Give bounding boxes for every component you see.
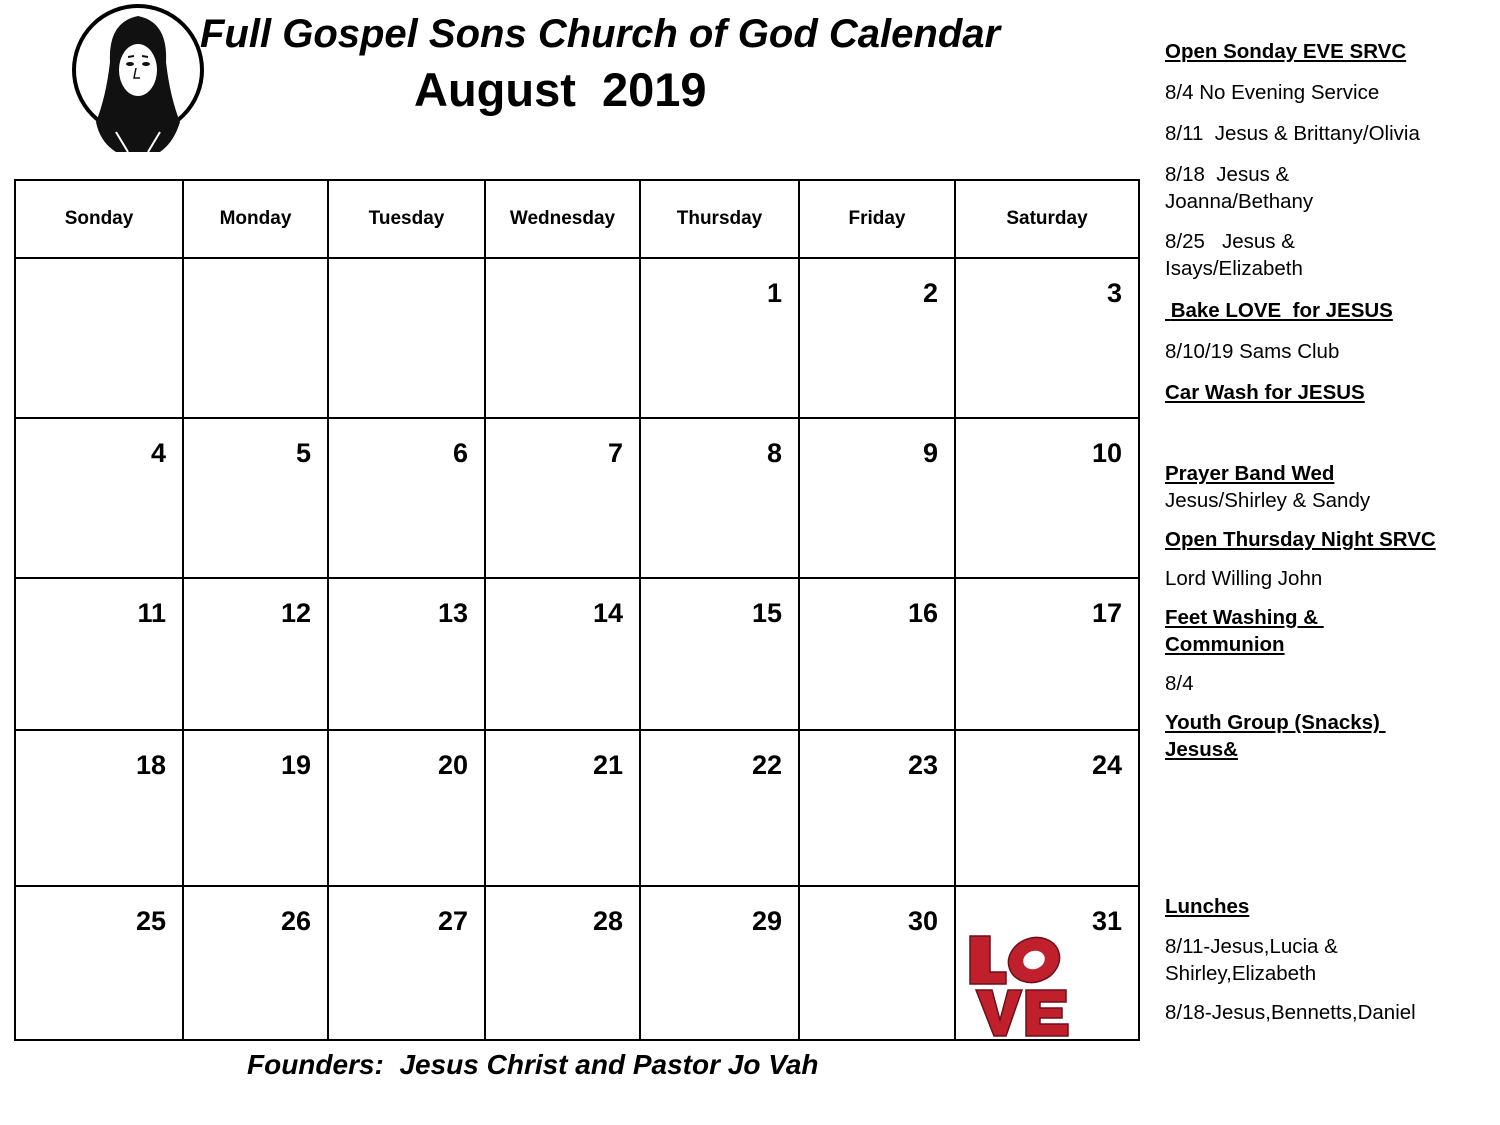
prayer-band-heading: Prayer Band Wed [1165, 462, 1335, 485]
day-number: 12 [280, 598, 311, 628]
day-number: 25 [135, 906, 166, 936]
day-number [329, 259, 484, 278]
weekday-header-row [15, 180, 1139, 258]
day-number: 18 [135, 750, 166, 780]
thursday-service-item: Lord Willing John [1165, 567, 1323, 590]
day-cell [15, 730, 183, 886]
day-number: 14 [592, 598, 623, 628]
day-number: 16 [907, 598, 938, 628]
day-cell [955, 418, 1139, 578]
day-number: 31 [1091, 906, 1122, 936]
bake-love-heading: Bake LOVE for JESUS [1165, 299, 1393, 322]
day-number: 24 [1091, 750, 1122, 780]
car-wash-heading: Car Wash for JESUS [1165, 381, 1365, 404]
thursday-service-heading: Open Thursday Night SRVC [1165, 528, 1436, 551]
day-cell [799, 730, 955, 886]
day-cell [485, 730, 640, 886]
day-cell [485, 886, 640, 1040]
day-number: 13 [437, 598, 468, 628]
week-row-4 [15, 730, 1139, 886]
day-cell [328, 258, 485, 418]
week-row-3 [15, 578, 1139, 730]
day-number: 7 [607, 438, 623, 468]
day-cell [15, 258, 183, 418]
day-number: 10 [1091, 438, 1122, 468]
week-row-1 [15, 258, 1139, 418]
bake-love-item: 8/10/19 Sams Club [1165, 340, 1340, 363]
weekday-monday: Monday [183, 180, 328, 258]
day-cell [640, 578, 799, 730]
calendar-grid [14, 179, 1140, 1041]
jesus-logo-icon [70, 2, 210, 160]
weekday-wednesday: Wednesday [485, 180, 640, 258]
day-cell [799, 886, 955, 1040]
day-number [486, 259, 639, 278]
page-title: Full Gospel Sons Church of God Calendar [200, 12, 1001, 56]
weekday-tuesday: Tuesday [328, 180, 485, 258]
day-number: 2 [922, 278, 938, 308]
lunches-item: 8/11-Jesus,Lucia & Shirley,Elizabeth [1165, 935, 1344, 985]
day-number: 5 [295, 438, 311, 468]
day-number: 27 [437, 906, 468, 936]
day-cell [15, 578, 183, 730]
day-cell [640, 258, 799, 418]
day-number: 28 [592, 906, 623, 936]
feet-washing-heading: Feet Washing & Communion [1165, 606, 1324, 656]
day-number: 17 [1091, 598, 1122, 628]
day-cell [183, 886, 328, 1040]
day-cell [799, 258, 955, 418]
love-sculpture-icon [966, 932, 1078, 1040]
feet-washing-item: 8/4 [1165, 672, 1194, 695]
day-number: 1 [766, 278, 782, 308]
day-cell [15, 418, 183, 578]
lunches-heading: Lunches [1165, 895, 1250, 918]
day-number: 29 [751, 906, 782, 936]
youth-group-heading: Youth Group (Snacks) Jesus& [1165, 711, 1386, 761]
day-cell [328, 730, 485, 886]
day-cell [328, 886, 485, 1040]
weekday-friday: Friday [799, 180, 955, 258]
day-cell [485, 578, 640, 730]
day-cell [955, 886, 1139, 1040]
day-number: 23 [907, 750, 938, 780]
day-number: 22 [751, 750, 782, 780]
weekday-saturday: Saturday [955, 180, 1139, 258]
day-number [16, 259, 182, 278]
day-number: 4 [150, 438, 166, 468]
day-cell [485, 418, 640, 578]
day-cell [955, 730, 1139, 886]
day-cell [640, 886, 799, 1040]
day-number: 30 [907, 906, 938, 936]
day-cell [485, 258, 640, 418]
day-cell [640, 418, 799, 578]
day-number: 20 [437, 750, 468, 780]
day-cell [183, 730, 328, 886]
week-row-5 [15, 886, 1139, 1040]
sonday-eve-heading: Open Sonday EVE SRVC [1165, 40, 1407, 63]
month-heading: August 2019 [414, 63, 707, 116]
day-number [184, 259, 327, 278]
weekday-thursday: Thursday [640, 180, 799, 258]
day-cell [799, 578, 955, 730]
day-cell [799, 418, 955, 578]
day-cell [640, 730, 799, 886]
day-cell [15, 886, 183, 1040]
sidebar-notes [1165, 38, 1485, 1026]
day-number: 19 [280, 750, 311, 780]
lunches-item: 8/18-Jesus,Bennetts,Daniel [1165, 1001, 1416, 1024]
day-cell [183, 418, 328, 578]
day-number: 9 [922, 438, 938, 468]
sonday-item: 8/25 Jesus & Isays/Elizabeth [1165, 230, 1303, 280]
day-cell [183, 578, 328, 730]
sonday-item: 8/11 Jesus & Brittany/Olivia [1165, 122, 1420, 145]
day-number: 21 [592, 750, 623, 780]
day-cell [183, 258, 328, 418]
day-number: 8 [766, 438, 782, 468]
day-number: 6 [452, 438, 468, 468]
sonday-item: 8/4 No Evening Service [1165, 81, 1380, 104]
day-cell [328, 578, 485, 730]
day-cell [955, 578, 1139, 730]
day-cell [955, 258, 1139, 418]
founders-footer: Founders: Jesus Christ and Pastor Jo Vah [247, 1049, 819, 1080]
day-number: 26 [280, 906, 311, 936]
sonday-item: 8/18 Jesus & Joanna/Bethany [1165, 163, 1314, 213]
day-cell [328, 418, 485, 578]
day-number: 15 [751, 598, 782, 628]
prayer-band-item: Jesus/Shirley & Sandy [1165, 489, 1371, 512]
day-number: 11 [137, 598, 166, 628]
day-number: 3 [1106, 278, 1122, 308]
weekday-sunday: Sonday [15, 180, 183, 258]
week-row-2 [15, 418, 1139, 578]
